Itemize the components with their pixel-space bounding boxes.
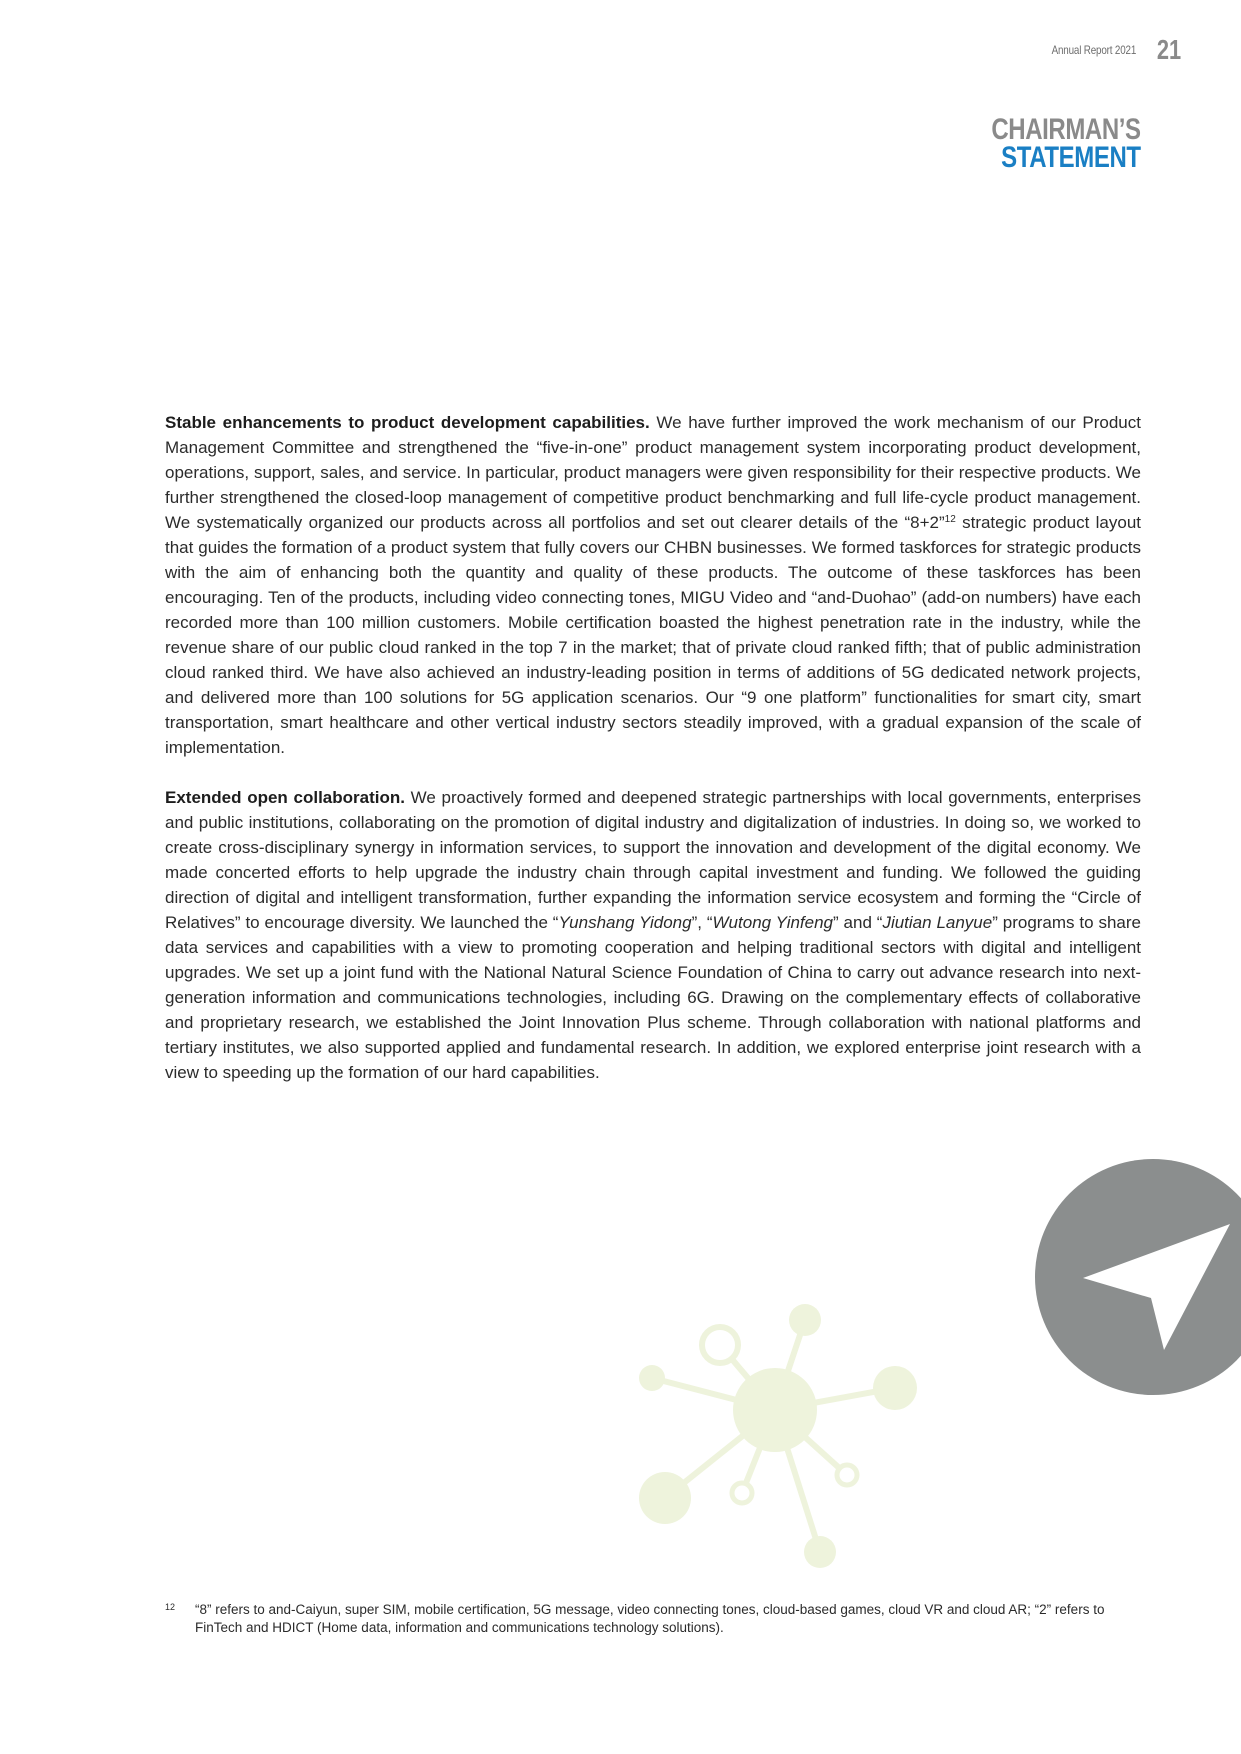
paragraph-heading: Extended open collaboration. <box>165 788 405 807</box>
paragraph-text: ” and “ <box>833 913 883 932</box>
footnote-text: “8” refers to and-Caiyun, super SIM, mobile certification, 5G message, video connecting tones, cloud-based games, cloud VR and cloud AR; “2” refers to FinTech and HDICT (Home data, information and communications technology solutions). <box>195 1602 1105 1635</box>
paragraph-text: strategic product layout that guides the formation of a product system that fully covers our CHBN businesses. We formed taskforces for strategic products with the aim of enhancing both the quantity and quality of these products. The outcome of these taskforces has been encouraging. Ten of the products, including video connecting tones, MIGU Video and “and-Duohao” (add-on numbers) have each recorded more than 100 million customers. Mobile certification boasted the highest penetration rate in the industry, while the revenue share of our public cloud ranked in the top 7 in the market; that of private cloud ranked fifth; that of public administration cloud ranked third. We have also achieved an industry-leading position in terms of additions of 5G dedicated network projects, and delivered more than 100 solutions for 5G application scenarios. Our “9 one platform” functionalities for smart city, smart transportation, smart healthcare and other vertical industry sectors steadily improved, with a gradual expansion of the scale of implementation. <box>165 513 1141 757</box>
paragraph-text: We have further improved the work mechanism of our Product Management Committee and strengthened the “five-in-one” product management system incorporating product development, operations, support, sales, and service. In particular, product managers were given responsibility for their respective products. We further strengthened the closed-loop management of competitive product benchmarking and full life-cycle product management. We systematically organized our products across all portfolios and set out clearer details of the “8+2” <box>165 413 1141 532</box>
paragraph-product-development <box>165 410 1141 760</box>
report-label: Annual Report 2021 <box>1051 43 1136 57</box>
network-hub <box>733 1368 817 1452</box>
footnote-mark: 12 <box>165 1602 176 1612</box>
program-name: Yunshang Yidong <box>558 913 692 932</box>
paragraph-open-collaboration <box>165 785 1141 1085</box>
network-node <box>804 1536 836 1568</box>
section-title-line1: CHAIRMAN’S <box>991 113 1141 146</box>
paragraph-text: We proactively formed and deepened strategic partnerships with local governments, enterprises and public institutions, collaborating on the promotion of digital industry and digitalization of industries. In doing so, we worked to create cross-disciplinary synergy in information services, to support the innovation and development of the digital economy. We made concerted efforts to help upgrade the industry chain through capital investment and funding. We followed the guiding direction of digital and intelligent transformation, further expanding the information service ecosystem and forming the “Circle of Relatives” to encourage diversity. We launched the “ <box>165 788 1141 932</box>
network-nodes-icon <box>630 1290 930 1580</box>
section-title-line2: STATEMENT <box>1001 141 1141 174</box>
network-node <box>639 1472 691 1524</box>
paragraph-text: ” programs to share data services and capabilities with a view to promoting cooperation and helping traditional sectors with digital and intelligent upgrades. We set up a joint fund with the National Natural Science Foundation of China to carry out advance research into next-generation information and communications technologies, including 6G. Drawing on the complementary effects of collaborative and proprietary research, we established the Joint Innovation Plus scheme. Through collaboration with national platforms and tertiary institutes, we also supported applied and fundamental research. In addition, we explored enterprise joint research with a view to speeding up the formation of our hard capabilities. <box>165 913 1141 1082</box>
network-node <box>837 1465 857 1485</box>
section-title <box>991 113 1141 174</box>
network-node <box>732 1483 752 1503</box>
paragraph-heading: Stable enhancements to product development capabilities. <box>165 413 650 432</box>
body-text <box>165 410 1141 1110</box>
network-node <box>789 1304 821 1336</box>
navigation-arrow-icon <box>1033 1157 1241 1397</box>
page-number: 21 <box>1156 34 1181 65</box>
footnote-reference: 12 <box>944 514 956 525</box>
program-name: Jiutian Lanyue <box>882 913 993 932</box>
network-node <box>639 1365 665 1391</box>
network-node <box>873 1366 917 1410</box>
program-name: Wutong Yinfeng <box>712 913 834 932</box>
page-header <box>1033 30 1181 70</box>
paragraph-text: ”, “ <box>691 913 713 932</box>
footnote <box>165 1601 1141 1637</box>
network-node <box>702 1327 738 1363</box>
